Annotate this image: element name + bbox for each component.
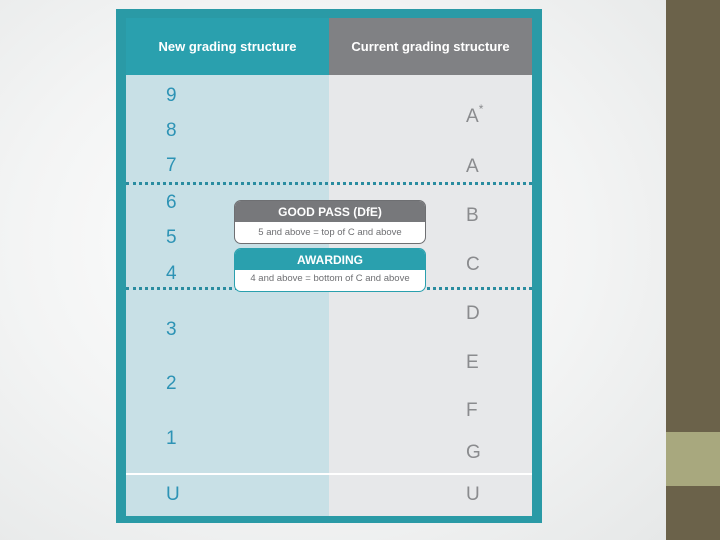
new-grade-4: 4 [166,263,177,284]
grading-table [126,18,532,516]
new-grade-6: 6 [166,192,177,213]
new-grading-header: New grading structure [126,18,329,75]
side-decoration-accent [666,432,720,486]
new-grade-u: U [166,484,180,505]
good-pass-title: GOOD PASS (DfE) [235,201,425,222]
new-grade-9: 9 [166,85,177,106]
current-grade-c: C [466,254,480,275]
current-grading-header: Current grading structure [329,18,532,75]
current-grade-b: B [466,205,479,226]
current-grade-d: D [466,303,480,324]
current-grade-a: A [466,156,479,177]
new-grade-8: 8 [166,120,177,141]
new-grade-2: 2 [166,373,177,394]
current-grade-a-star [466,102,506,128]
good-pass-callout [234,200,426,244]
good-pass-note: 5 and above = top of C and above [258,227,402,238]
new-grade-7: 7 [166,155,177,176]
current-grade-f: F [466,400,478,421]
awarding-note: 4 and above = bottom of C and above [250,273,410,284]
new-grade-5: 5 [166,227,177,248]
current-grade-e: E [466,352,479,373]
awarding-title: AWARDING [235,249,425,270]
a-star-mark: * [478,102,484,116]
current-grade-a-star-letter: A [466,106,479,127]
current-grade-u: U [466,484,480,505]
new-grade-1: 1 [166,428,177,449]
new-grades-column [126,75,329,516]
new-grade-3: 3 [166,319,177,340]
grade7-boundary-line [126,182,532,185]
awarding-callout [234,248,426,292]
u-row-separator [126,473,532,475]
current-grade-g: G [466,442,481,463]
